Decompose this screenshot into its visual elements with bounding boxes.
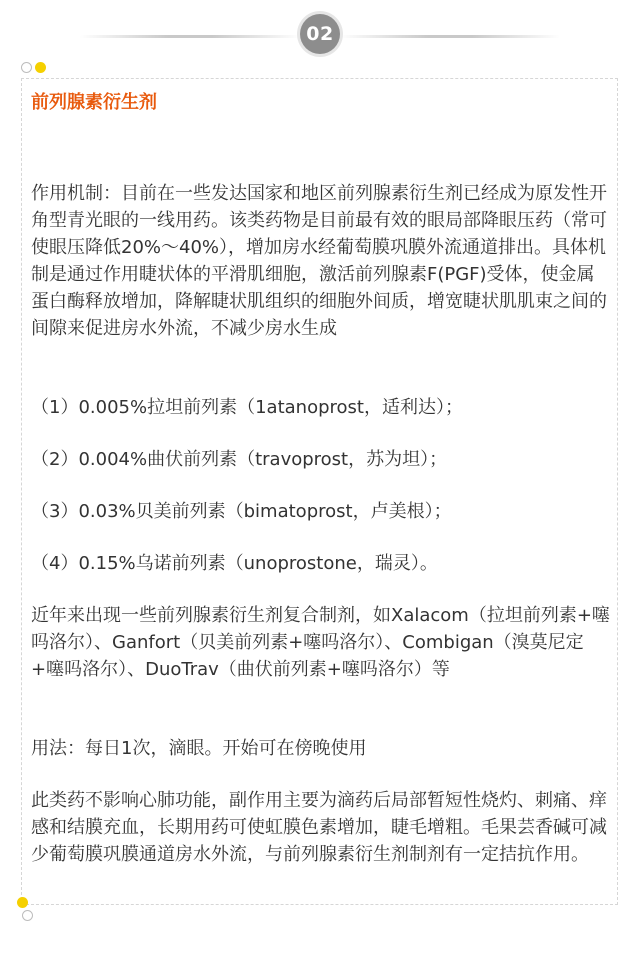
decor-yellow-dot-top — [35, 62, 46, 73]
combination-paragraph: 近年来出现一些前列腺素衍生剂复合制剂，如Xalacom（拉坦前列素+噻吗洛尔）、Ganfort（贝美前列素+噻吗洛尔）、Combigan（溴莫尼定+噻吗洛尔）、DuoTrav（曲伏前列素+噻吗洛尔）等 — [31, 605, 610, 680]
drug-item-3: （3）0.03%贝美前列素（bimatoprost，卢美根）； — [31, 501, 452, 522]
decor-yellow-dot-bottom — [17, 897, 28, 908]
usage-paragraph: 用法：每日1次，滴眼。开始可在傍晚使用 — [31, 738, 367, 759]
drug-item-4: （4）0.15%乌诺前列素（unoprostone，瑞灵）。 — [31, 553, 438, 574]
mechanism-paragraph: 作用机制：目前在一些发达国家和地区前列腺素衍生剂已经成为原发性开角型青光眼的一线用药。该类药物是目前最有效的眼局部降眼压药（常可使眼压降低20%～40%），增加房水经葡萄膜巩膜外流通道排出。具体机制是通过作用睫状体的平滑肌细胞，激活前列腺素F(PGF)受体，使金属蛋白酶释放增加，降解睫状肌组织的细胞外间质，增宽睫状肌肌束之间的间隙来促进房水外流，不减少房水生成 — [31, 183, 607, 339]
drug-item-1: （1）0.005%拉坦前列素（1atanoprost，适利达）； — [31, 397, 463, 418]
decor-ring-dot-top — [21, 62, 32, 73]
header-divider-left — [80, 35, 300, 38]
section-number-badge: 02 — [300, 14, 340, 54]
decor-ring-dot-bottom — [22, 910, 33, 921]
header-divider-right — [340, 35, 560, 38]
drug-item-2: （2）0.004%曲伏前列素（travoprost，苏为坦）； — [31, 449, 448, 470]
section-title: 前列腺素衍生剂 — [31, 92, 157, 113]
side-effects-paragraph: 此类药不影响心肺功能，副作用主要为滴药后局部暂短性烧灼、刺痛、痒感和结膜充血，长期用药可使虹膜色素增加，睫毛增粗。毛果芸香碱可减少葡萄膜巩膜通道房水外流，与前列腺素衍生剂制剂有一定拮抗作用。 — [31, 790, 607, 865]
